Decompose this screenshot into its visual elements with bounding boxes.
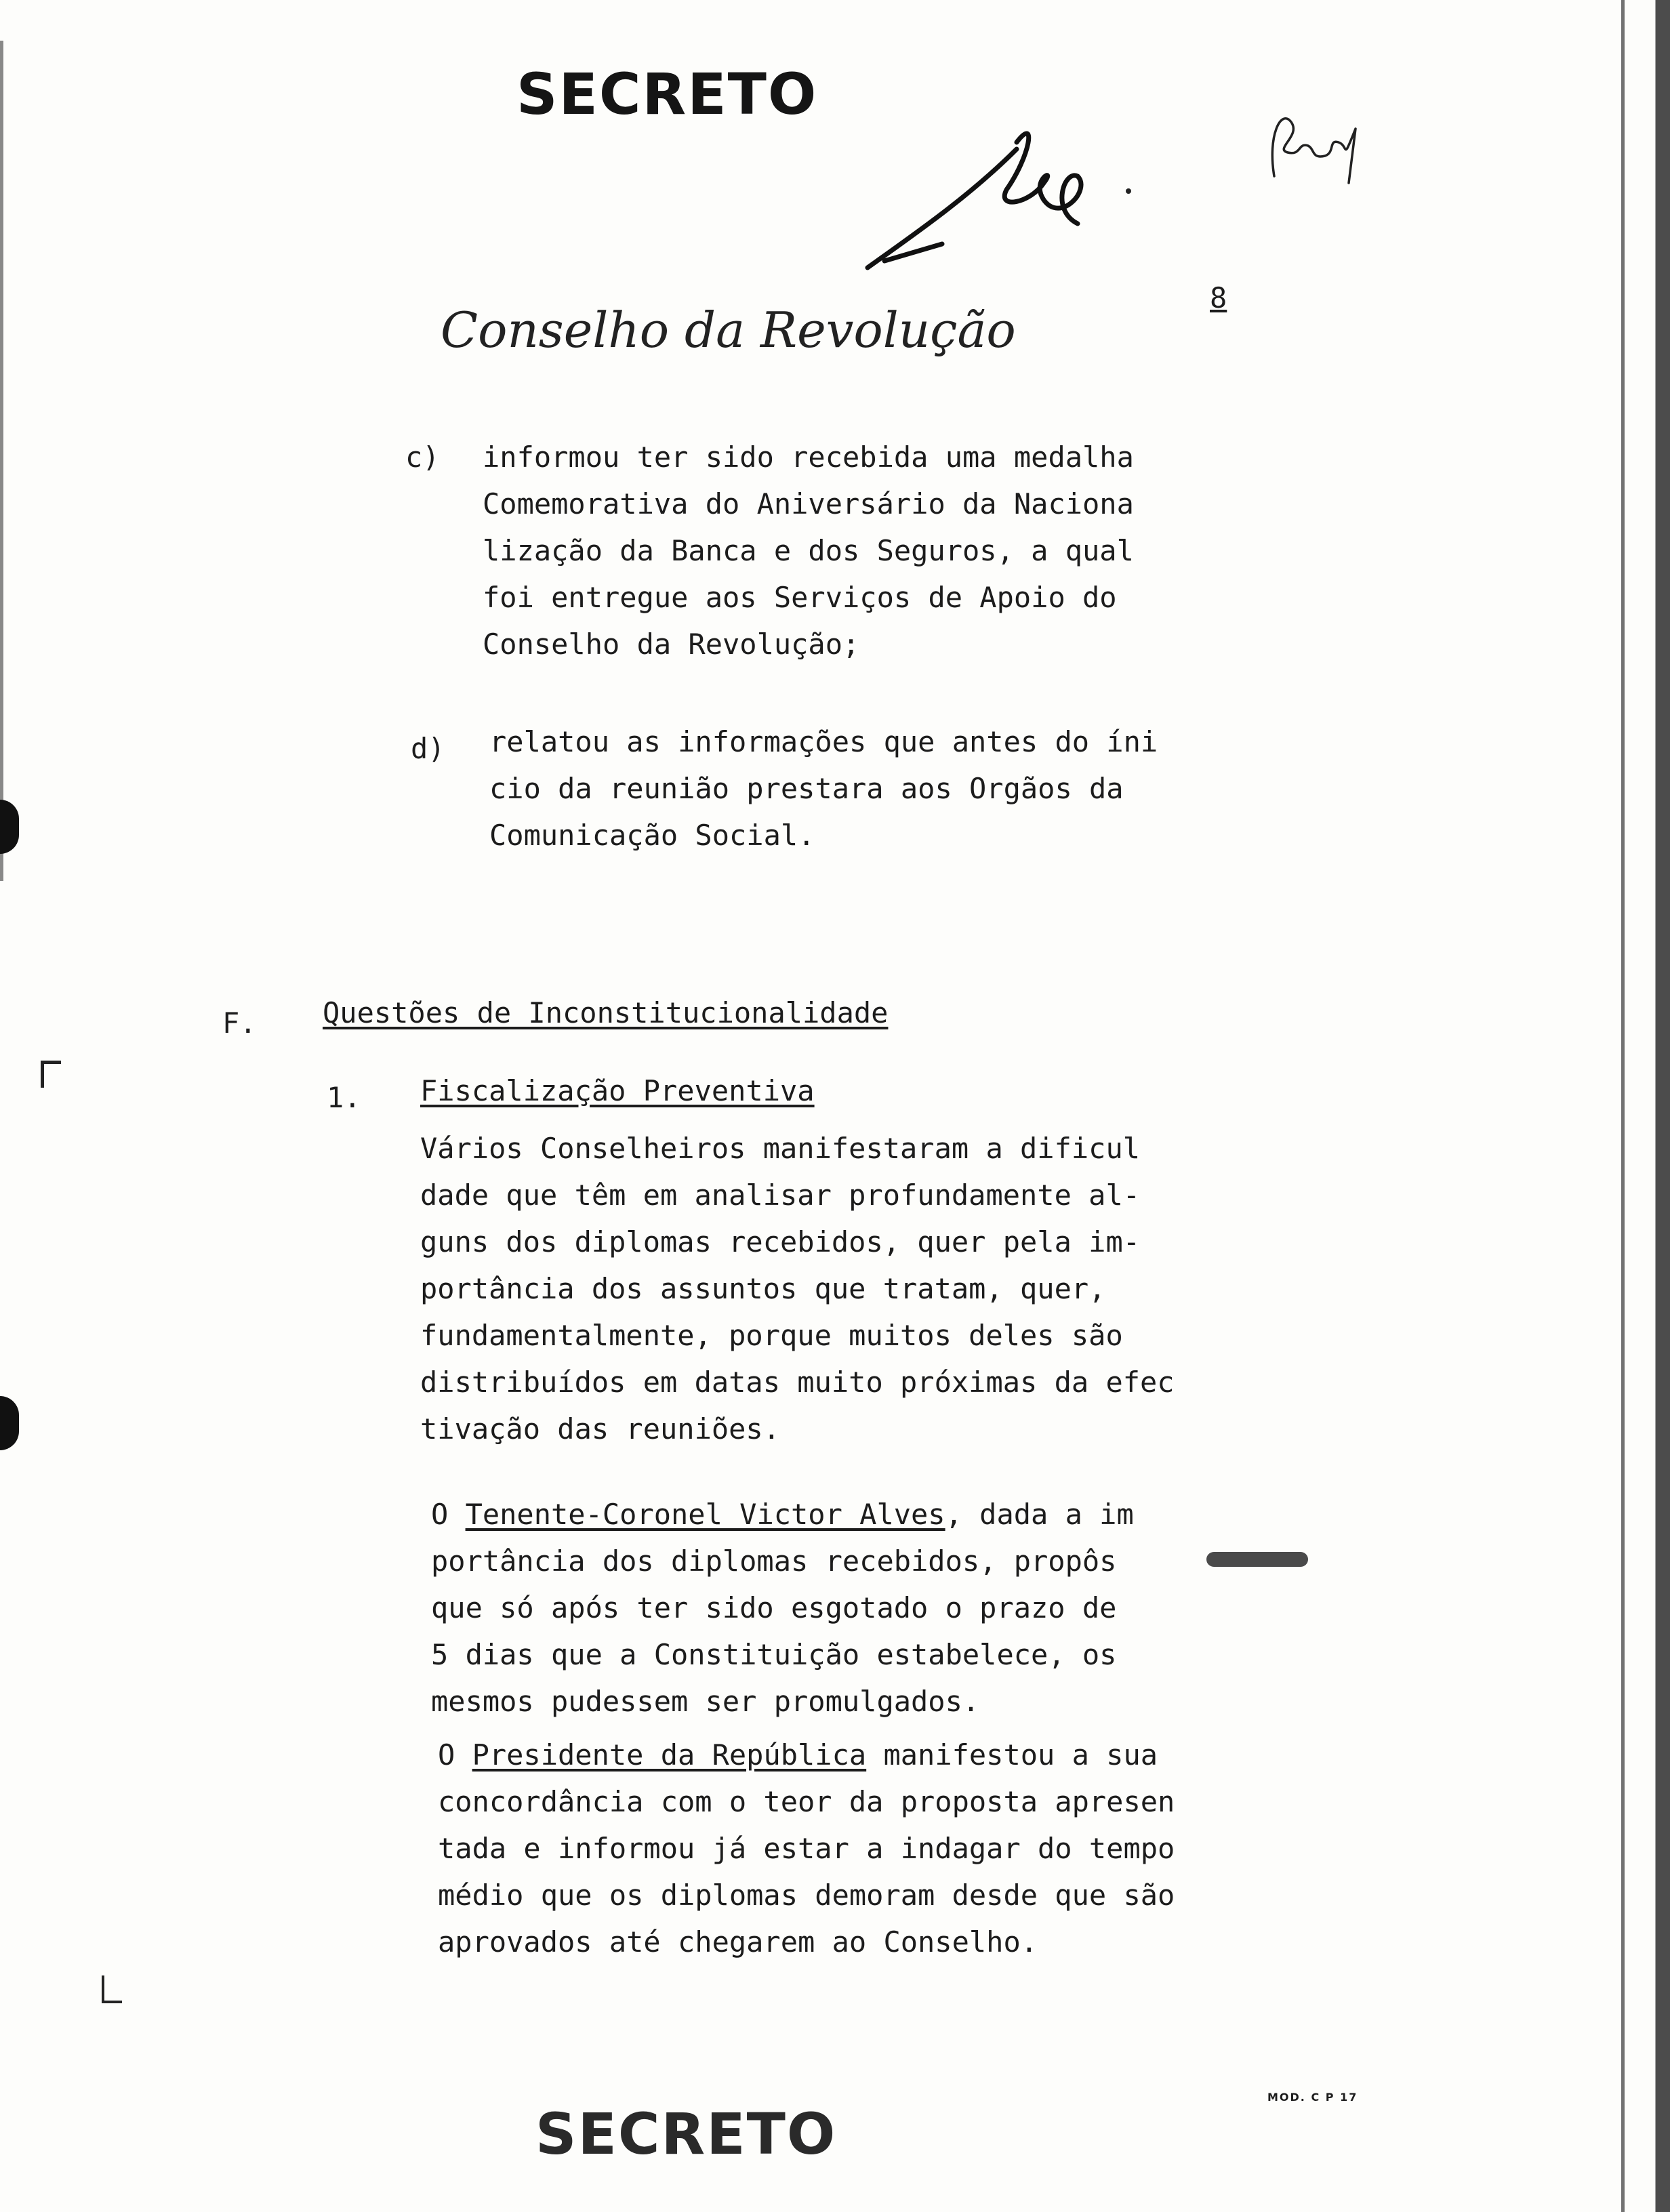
text-line: portância dos diplomas recebidos, propôs: [431, 1544, 1117, 1578]
text-line: informou ter sido recebida uma medalha: [483, 441, 1134, 474]
subsection-1-title: Fiscalização Preventiva: [420, 1074, 815, 1107]
text-line: relatou as informações que antes do íni: [489, 725, 1158, 758]
text-line: O Tenente-Coronel Victor Alves, dada a im: [431, 1498, 1134, 1531]
item-d-text: [489, 718, 1158, 859]
form-code: MOD. C P 17: [1267, 2091, 1358, 2104]
person-name: Tenente-Coronel Victor Alves: [465, 1498, 945, 1531]
text-line: portância dos assuntos que tratam, quer,: [420, 1272, 1106, 1305]
text-line: fundamentalmente, porque muitos deles são: [420, 1319, 1123, 1352]
paragraph-fiscalizacao: [420, 1125, 1175, 1452]
classification-stamp-bottom: SECRETO: [535, 2101, 837, 2167]
handwritten-signature: [861, 115, 1173, 285]
paragraph-victor-alves: [431, 1491, 1134, 1725]
text-line: que só após ter sido esgotado o prazo de: [431, 1591, 1117, 1624]
item-c-marker: c): [405, 441, 440, 474]
punch-hole-top: [0, 800, 19, 854]
corner-mark-bottom-h: [102, 2001, 122, 2003]
text-line: Comunicação Social.: [489, 819, 815, 852]
section-f-title: Questões de Inconstitucionalidade: [323, 996, 889, 1029]
text-line: foi entregue aos Serviços de Apoio do: [483, 581, 1117, 614]
item-c-text: [483, 434, 1134, 668]
text-line: tada e informou já estar a indagar do tempo: [438, 1832, 1175, 1865]
text-line: guns dos diplomas recebidos, quer pela im-: [420, 1225, 1141, 1258]
item-d-marker: d): [411, 732, 445, 765]
text-line: concordância com o teor da proposta apresen: [438, 1785, 1175, 1818]
section-f-marker: F.: [222, 1006, 257, 1040]
text-line: Vários Conselheiros manifestaram a dificul: [420, 1132, 1141, 1165]
scan-edge-left: [0, 41, 9, 881]
letterhead-title: Conselho da Revolução: [441, 302, 1016, 359]
text-line: cio da reunião prestara aos Orgãos da: [489, 772, 1124, 805]
ink-blot: [1206, 1552, 1308, 1567]
text-line: tivação das reuniões.: [420, 1412, 781, 1446]
text-line: O Presidente da República manifestou a sua: [438, 1738, 1158, 1771]
page-number: 8: [1210, 281, 1227, 314]
subsection-1-marker: 1.: [327, 1081, 361, 1114]
text-line: Conselho da Revolução;: [483, 628, 860, 661]
text-line: 5 dias que a Constituição estabelece, os: [431, 1638, 1117, 1671]
text-line: lização da Banca e dos Seguros, a qual: [483, 534, 1134, 567]
corner-mark-bottom: [102, 1975, 104, 2003]
text-line: Comemorativa do Aniversário da Naciona: [483, 487, 1134, 520]
corner-mark-top-h: [41, 1061, 61, 1064]
person-name: Presidente da República: [472, 1738, 867, 1771]
classification-stamp-top: SECRETO: [516, 61, 818, 127]
text-line: distribuídos em datas muito próximas da efec: [420, 1366, 1175, 1399]
scan-edge-right: [1589, 0, 1670, 2212]
text-line: médio que os diplomas demoram desde que são: [438, 1879, 1175, 1912]
paragraph-presidente: [438, 1732, 1175, 1965]
text-line: aprovados até chegarem ao Conselho.: [438, 1925, 1038, 1959]
text-line: mesmos pudessem ser promulgados.: [431, 1685, 980, 1718]
text-line: dade que têm em analisar profundamente al-: [420, 1179, 1141, 1212]
handwritten-initials: [1261, 102, 1369, 197]
punch-hole-bottom: [0, 1396, 19, 1450]
corner-mark-top: [41, 1061, 44, 1088]
